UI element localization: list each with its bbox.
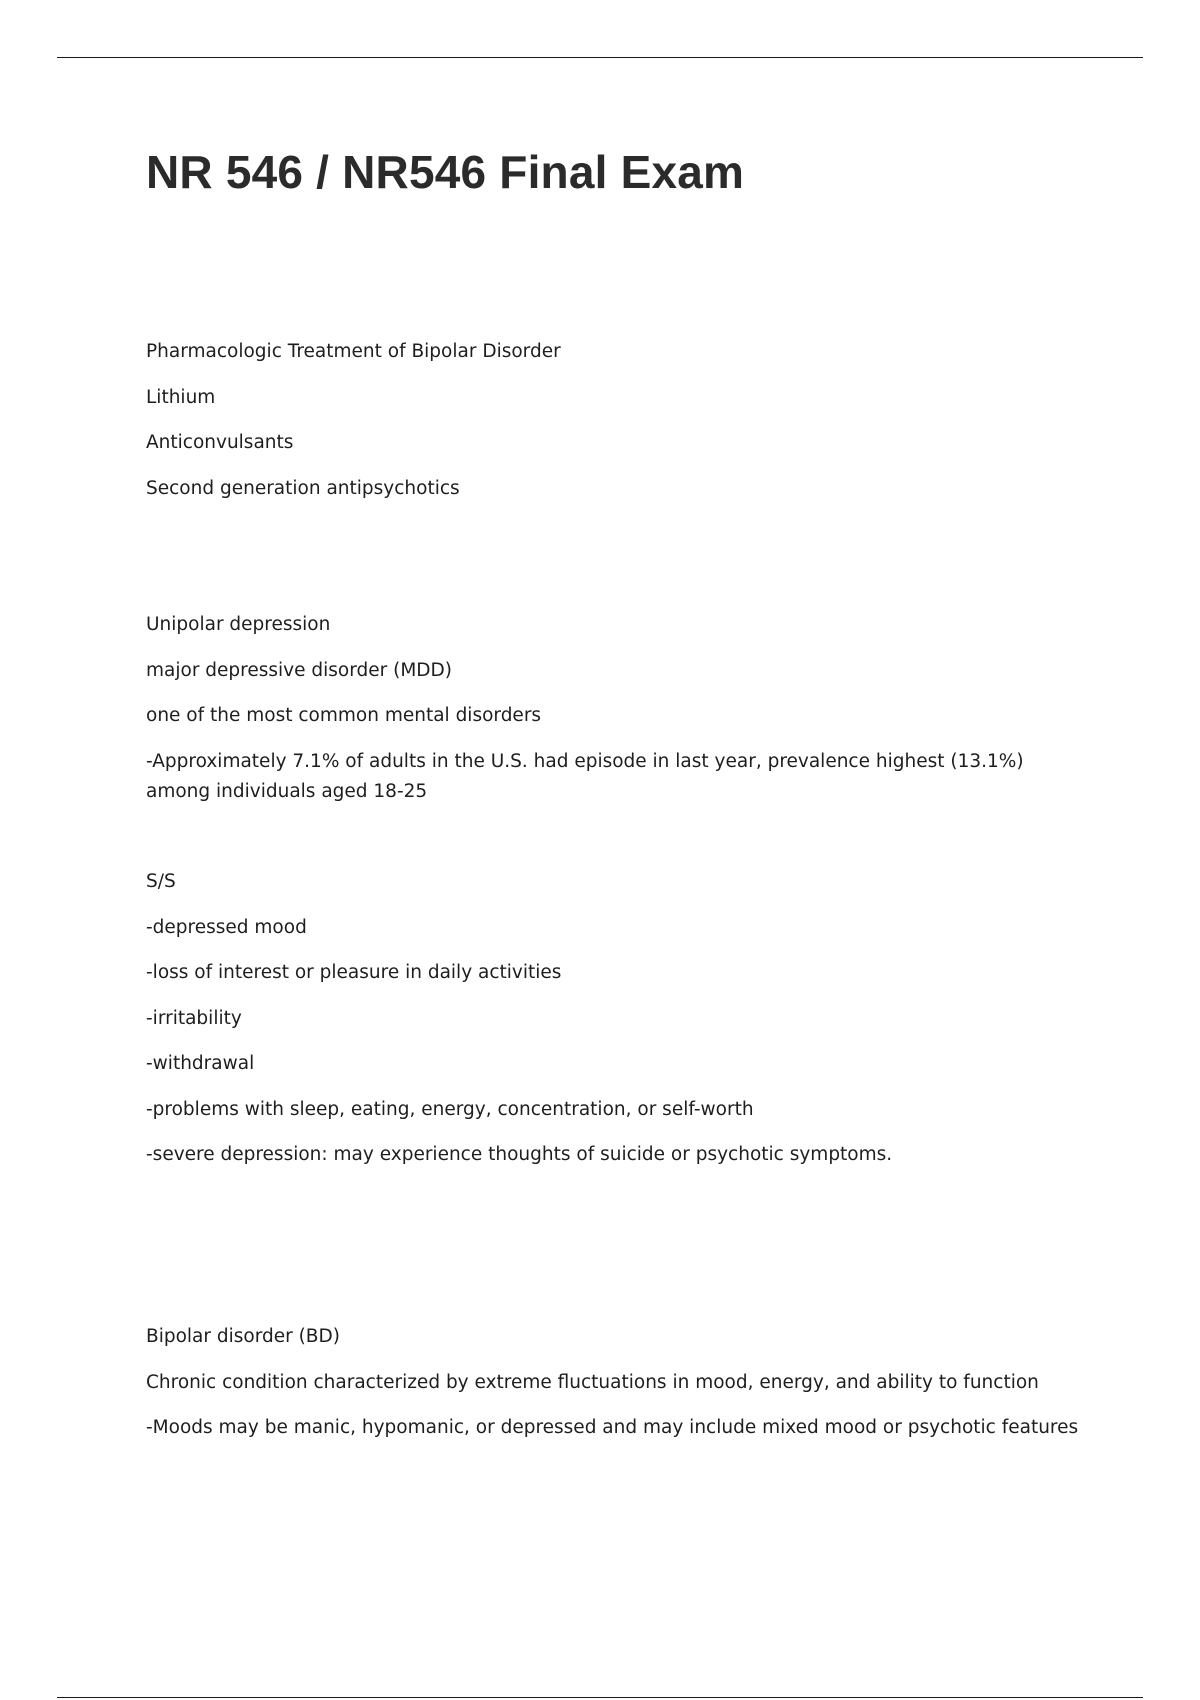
list-item: -depressed mood bbox=[146, 917, 307, 938]
list-item: Lithium bbox=[146, 387, 216, 408]
section-heading-pharmacologic-treatment: Pharmacologic Treatment of Bipolar Disorder bbox=[146, 341, 561, 362]
list-item: Chronic condition characterized by extreme fluctuations in mood, energy, and ability to function bbox=[146, 1372, 1039, 1393]
section-heading-signs-symptoms: S/S bbox=[146, 871, 176, 892]
section-heading-bipolar-disorder: Bipolar disorder (BD) bbox=[146, 1326, 340, 1347]
bottom-rule bbox=[57, 1697, 1143, 1698]
prevalence-paragraph: -Approximately 7.1% of adults in the U.S. had episode in last year, prevalence highest (13.1%) among individuals aged 18-25 bbox=[146, 751, 1024, 802]
page-title: NR 546 / NR546 Final Exam bbox=[146, 146, 745, 198]
list-item: -Moods may be manic, hypomanic, or depressed and may include mixed mood or psychotic features bbox=[146, 1417, 1079, 1438]
list-item: -withdrawal bbox=[146, 1053, 255, 1074]
list-item: Second generation antipsychotics bbox=[146, 478, 460, 499]
list-item: -irritability bbox=[146, 1008, 242, 1029]
list-item: -severe depression: may experience thoughts of suicide or psychotic symptoms. bbox=[146, 1144, 893, 1165]
list-item: -problems with sleep, eating, energy, concentration, or self-worth bbox=[146, 1099, 754, 1120]
list-item: -loss of interest or pleasure in daily activities bbox=[146, 962, 562, 983]
top-rule bbox=[57, 57, 1143, 58]
list-item: major depressive disorder (MDD) bbox=[146, 660, 452, 681]
list-item: one of the most common mental disorders bbox=[146, 705, 542, 726]
section-heading-unipolar-depression: Unipolar depression bbox=[146, 614, 331, 635]
list-item: Anticonvulsants bbox=[146, 432, 294, 453]
